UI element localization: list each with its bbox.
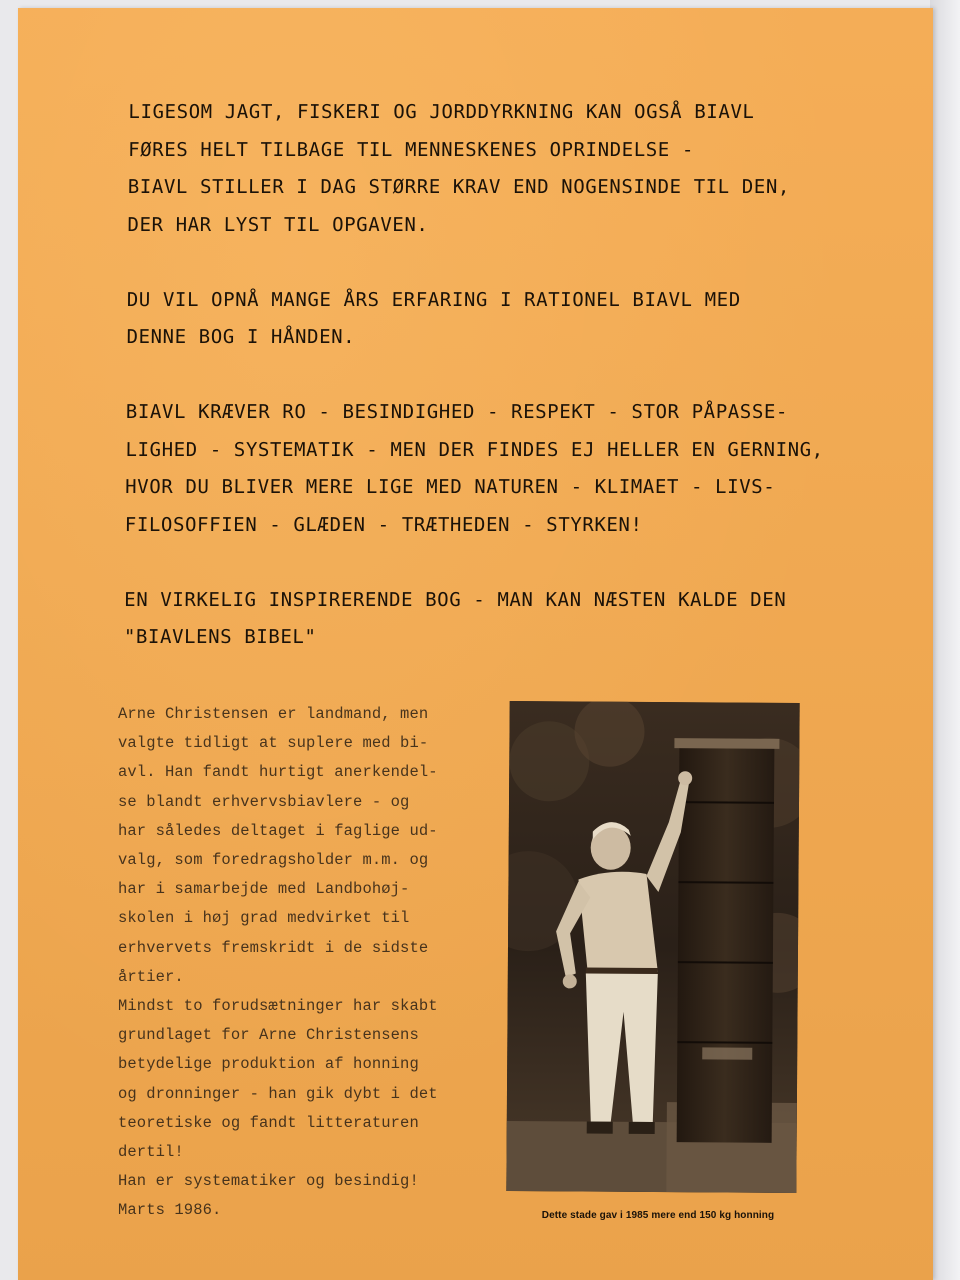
blurb-line: DER HAR LYST TIL OPGAVEN. <box>127 213 429 236</box>
blurb-line: HVOR DU BLIVER MERE LIGE MED NATUREN - KLIMAET - LIVS- <box>125 476 776 498</box>
bio-line: årtier. <box>118 967 184 986</box>
bio-line: teoretiske og fandt litteraturen <box>118 1113 419 1132</box>
background-surface <box>930 0 960 1280</box>
bio-line: avl. Han fandt hurtigt anerkendel- <box>118 763 438 782</box>
author-photo <box>506 701 799 1193</box>
blurb-line: DU VIL OPNÅ MANGE ÅRS ERFARING I RATIONEL BIAVL MED <box>126 288 741 311</box>
blurb-paragraph-1 <box>127 94 868 244</box>
author-bio <box>118 700 478 1226</box>
blurb-line: "BIAVLENS BIBEL" <box>123 626 317 648</box>
blurb-line: FILOSOFFIEN - GLÆDEN - TRÆTHEDEN - STYRKEN! <box>124 513 643 536</box>
bio-line: grundlaget for Arne Christensens <box>118 1026 419 1045</box>
blurb-line: BIAVL KRÆVER RO - BESINDIGHED - RESPEKT - STOR PÅPASSE- <box>125 401 789 423</box>
photo-illustration <box>506 701 799 1193</box>
blurb-line: LIGESOM JAGT, FISKERI OG JORDDYRKNING KAN OGSÅ BIAVL <box>128 101 755 123</box>
blurb-line: LIGHED - SYSTEMATIK - MEN DER FINDES EJ HELLER EN GERNING, <box>125 438 824 461</box>
photo-caption: Dette stade gav i 1985 mere end 150 kg honning <box>541 1210 775 1221</box>
bio-line: se blandt erhvervsbiavlere - og <box>118 792 410 811</box>
bio-line: erhvervets fremskridt i de sidste <box>118 938 429 957</box>
blurb-paragraph-2 <box>126 282 867 357</box>
blurb-text <box>123 94 868 694</box>
bio-line: betydelige produktion af honning <box>118 1055 419 1074</box>
blurb-paragraph-3 <box>125 394 866 544</box>
blurb-line: DENNE BOG I HÅNDEN. <box>126 326 356 348</box>
bio-line: Marts 1986. <box>118 1201 222 1220</box>
bio-line: Arne Christensen er landmand, men <box>118 705 429 723</box>
bio-line: har i samarbejde med Landbohøj- <box>118 880 410 899</box>
bio-line: Han er systematiker og besindig! <box>118 1172 419 1191</box>
blurb-paragraph-4 <box>124 582 865 657</box>
bio-line: og dronninger - han gik dybt i det <box>118 1084 438 1103</box>
back-cover-page <box>18 8 933 1280</box>
bio-line: Mindst to forudsætninger har skabt <box>118 997 438 1016</box>
bio-line: dertil! <box>118 1143 184 1162</box>
blurb-line: FØRES HELT TILBAGE TIL MENNESKENES OPRINDELSE - <box>128 138 695 161</box>
blurb-line: BIAVL STILLER I DAG STØRRE KRAV END NOGENSINDE TIL DEN, <box>127 176 791 198</box>
bio-line: har således deltaget i faglige ud- <box>118 821 438 840</box>
bio-line: valgte tidligt at suplere med bi- <box>118 734 429 753</box>
bio-line: valg, som foredragsholder m.m. og <box>118 851 429 870</box>
bio-line: skolen i høj grad medvirket til <box>118 909 410 928</box>
blurb-line: EN VIRKELIG INSPIRERENDE BOG - MAN KAN NÆSTEN KALDE DEN <box>124 588 787 611</box>
